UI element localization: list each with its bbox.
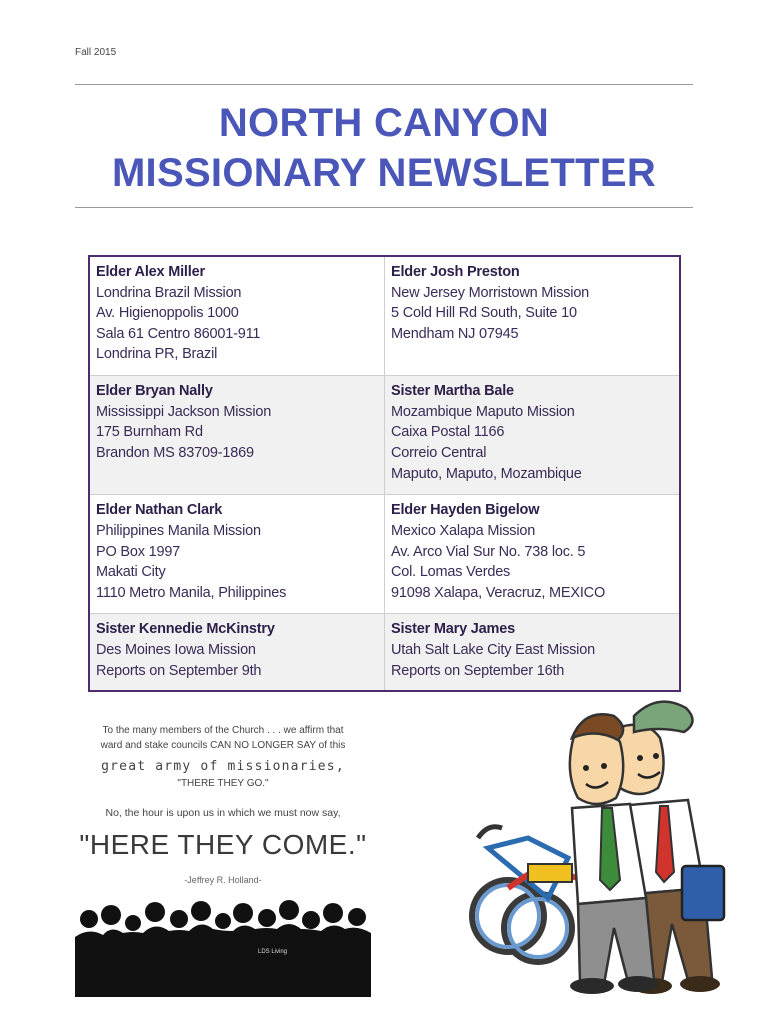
address-line: Mendham NJ 07945 — [391, 325, 519, 342]
address-line: Mozambique Maputo Mission — [391, 403, 575, 420]
image-watermark: LDS Living — [258, 949, 288, 955]
address-line: Philippines Manila Mission — [96, 522, 261, 539]
address-line: Utah Salt Lake City East Mission — [391, 642, 595, 659]
address-line: Col. Lomas Verdes — [391, 564, 511, 581]
quote-line: great army of missionaries, — [101, 759, 345, 774]
missionary-name: Elder Bryan Nally — [96, 383, 213, 400]
missionary-name: Sister Kennedie McKinstry — [96, 621, 275, 638]
address-line: PO Box 1997 — [96, 543, 181, 560]
crowd-silhouette-graphic — [75, 885, 371, 997]
edition-label: Fall 2015 — [75, 47, 117, 58]
address-line: New Jersey Morristown Mission — [391, 284, 590, 301]
missionary-address-table — [88, 255, 681, 692]
missionary-name: Sister Martha Bale — [391, 383, 514, 400]
address-line: Makati City — [96, 564, 166, 581]
missionary-cell — [89, 376, 385, 495]
address-line: Des Moines Iowa Mission — [96, 642, 256, 659]
missionaries-cartoon-illustration — [468, 688, 730, 998]
address-line: 175 Burnham Rd — [96, 424, 203, 441]
address-line: 1110 Metro Manila, Philippines — [96, 584, 287, 601]
table-row — [89, 614, 680, 691]
quote-attribution: -Jeffrey R. Holland- — [184, 875, 262, 885]
address-line: Londrina Brazil Mission — [96, 284, 242, 301]
quote-line: ward and stake councils CAN NO LONGER SAY of this — [100, 740, 346, 751]
title-line-2: MISSIONARY NEWSLETTER — [111, 151, 657, 195]
address-line: Correio Central — [391, 444, 487, 461]
holland-quote-image — [75, 715, 371, 997]
newsletter-title — [75, 98, 693, 198]
address-line: 5 Cold Hill Rd South, Suite 10 — [391, 305, 577, 322]
address-line: Av. Higienoppolis 1000 — [96, 305, 239, 322]
quote-headline: "HERE THEY COME." — [79, 829, 367, 860]
table-row — [89, 376, 680, 495]
address-line: Londrina PR, Brazil — [96, 346, 218, 363]
missionary-name: Elder Hayden Bigelow — [391, 502, 540, 519]
missionary-name: Elder Alex Miller — [96, 264, 205, 280]
missionary-name: Elder Josh Preston — [391, 264, 520, 280]
quote-line: To the many members of the Church . . . we affirm that — [102, 725, 344, 736]
missionary-cell — [385, 376, 681, 495]
bottom-divider — [75, 207, 693, 208]
quote-line: "THERE THEY GO." — [177, 778, 269, 789]
missionary-cell — [89, 256, 385, 376]
table-row — [89, 256, 680, 376]
address-line: Mississippi Jackson Mission — [96, 403, 272, 420]
missionary-cell — [385, 614, 681, 691]
address-line: Reports on September 16th — [391, 662, 565, 679]
missionary-cell — [89, 614, 385, 691]
address-line: Caixa Postal 1166 — [391, 424, 505, 441]
address-line: Maputo, Maputo, Mozambique — [391, 465, 582, 482]
missionary-name: Elder Nathan Clark — [96, 502, 223, 519]
top-divider — [75, 84, 693, 85]
missionary-cell — [89, 495, 385, 614]
address-line: Mexico Xalapa Mission — [391, 522, 536, 539]
address-line: Av. Arco Vial Sur No. 738 loc. 5 — [391, 543, 586, 560]
address-line: Reports on September 9th — [96, 662, 262, 679]
address-line: Brandon MS 83709-1869 — [96, 444, 254, 461]
missionary-cell — [385, 495, 681, 614]
address-line: 91098 Xalapa, Veracruz, MEXICO — [391, 584, 606, 601]
missionary-name: Sister Mary James — [391, 621, 515, 638]
table-row — [89, 495, 680, 614]
address-line: Sala 61 Centro 86001-911 — [96, 325, 261, 342]
title-line-1: NORTH CANYON — [218, 101, 550, 145]
missionary-cell — [385, 256, 681, 376]
quote-line: No, the hour is upon us in which we must now say, — [105, 807, 341, 819]
